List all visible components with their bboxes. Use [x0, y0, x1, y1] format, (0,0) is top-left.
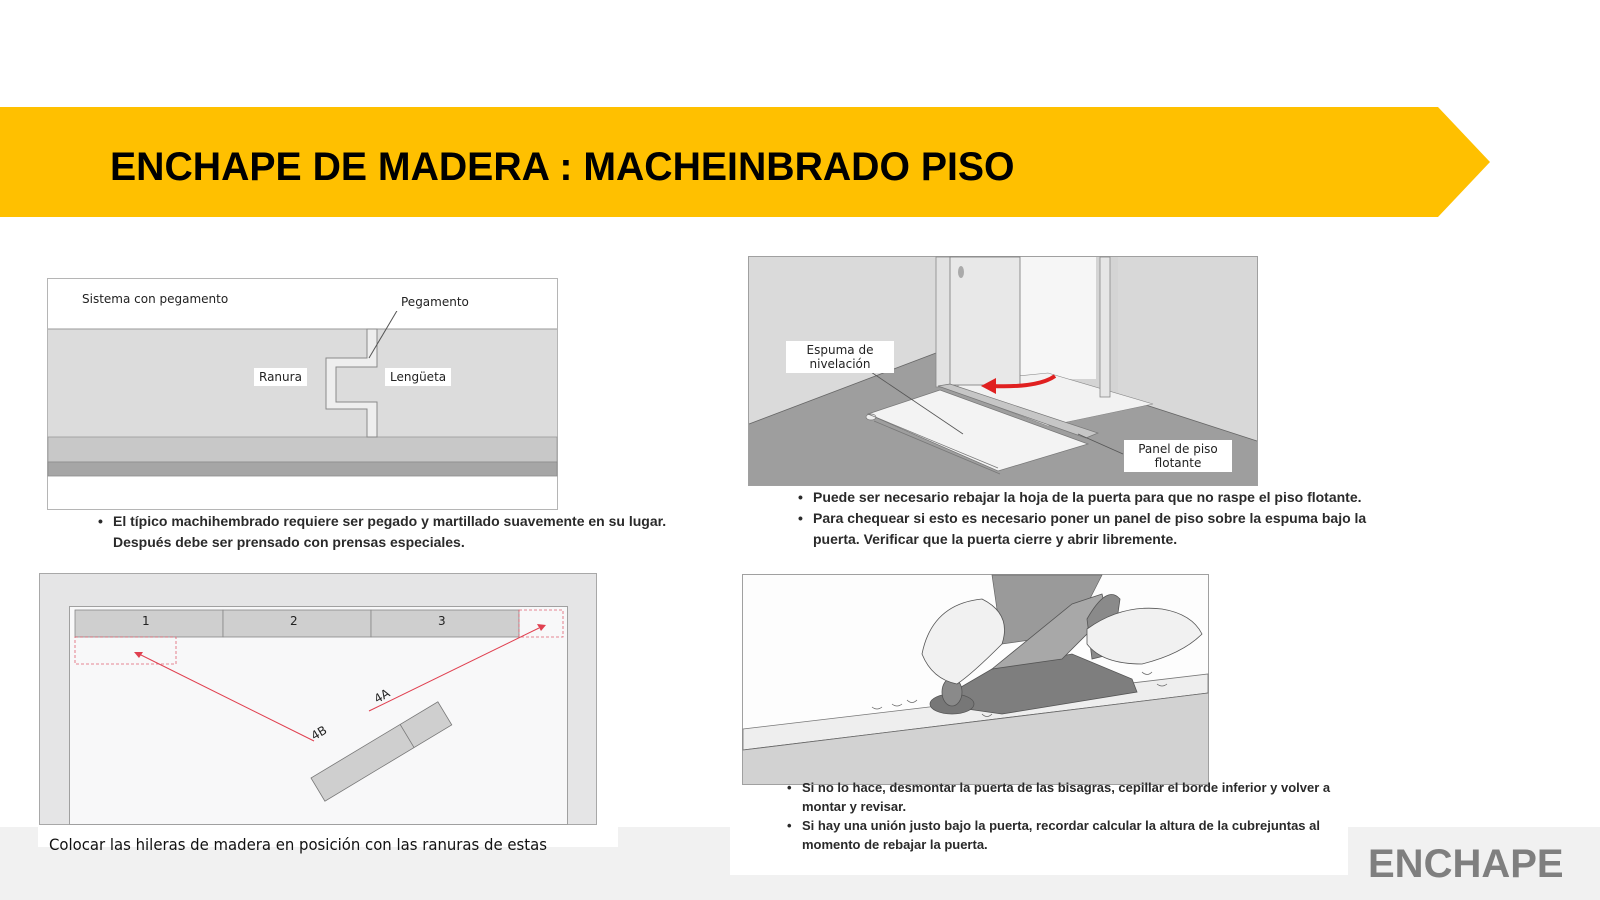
- glue-bullets: [96, 511, 696, 553]
- glue-system-diagram: [47, 278, 558, 510]
- bullet-item: • Puede ser necesario rebajar la hoja de la puerta para que no raspe el piso flotante.: [796, 487, 1396, 508]
- piece-label-4a: 4A: [371, 685, 393, 707]
- bullet-item: • Para chequear si esto es necesario poner un panel de piso sobre la espuma bajo la puerta. Verificar que la puerta cierre y abrir libremente.: [796, 508, 1396, 550]
- label-groove: Ranura: [254, 368, 307, 386]
- page-title: ENCHAPE DE MADERA : MACHEINBRADO PISO: [110, 145, 1015, 189]
- bullet-item: • El típico machihembrado requiere ser pegado y martillado suavemente en su lugar. Después debe ser prensado con prensas especiales.: [96, 511, 696, 553]
- label-foam: Espuma de nivelación: [786, 341, 894, 373]
- label-system: Sistema con pegamento: [77, 290, 233, 308]
- plane-door-diagram: [742, 574, 1209, 785]
- label-glue: Pegamento: [396, 293, 474, 311]
- board-label-3: 3: [438, 614, 446, 628]
- rows-placement-diagram: [39, 573, 597, 825]
- bullet-item: • Si no lo hace, desmontar la puerta de las bisagras, cepillar el borde inferior y volver a montar y revisar.: [785, 778, 1333, 816]
- footer-brand: ENCHAPE: [1368, 842, 1564, 886]
- label-floor-panel: Panel de piso flotante: [1124, 440, 1232, 472]
- bullet-item: • Si hay una unión justo bajo la puerta, recordar calcular la altura de la cubrejuntas al momento de rebajar la puerta.: [785, 816, 1333, 854]
- plane-bullets: [785, 778, 1333, 854]
- label-tongue: Lengüeta: [385, 368, 451, 386]
- door-bullets: [796, 487, 1396, 550]
- piece-label-4b: 4B: [308, 722, 330, 744]
- title-banner: [0, 107, 1490, 217]
- board-label-1: 1: [142, 614, 150, 628]
- door-foam-diagram: [748, 256, 1258, 486]
- board-label-2: 2: [290, 614, 298, 628]
- rows-caption: Colocar las hileras de madera en posición con las ranuras de estas: [49, 835, 547, 854]
